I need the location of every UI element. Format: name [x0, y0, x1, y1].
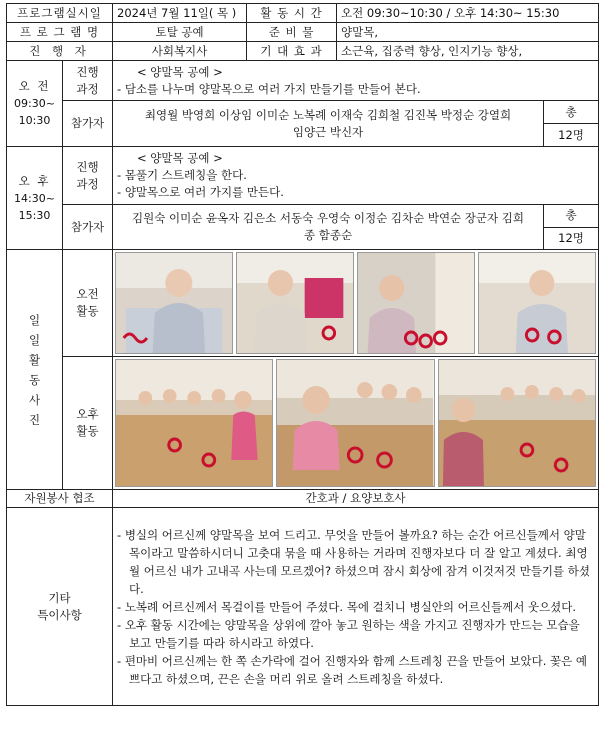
- morning-participants-label: 참가자: [63, 101, 113, 147]
- morning-process-title: < 양말목 공예 >: [137, 64, 223, 79]
- afternoon-photo-3: [438, 359, 596, 487]
- program-value: 토탈 공예: [113, 23, 247, 42]
- prep-label: 준 비 물: [247, 23, 337, 42]
- afternoon-total-value: 12명: [558, 231, 584, 245]
- afternoon-process-line-1: - 몸풀기 스트레칭을 한다.: [117, 168, 247, 182]
- photos-label: 일 일 활 동 사 진: [7, 250, 63, 490]
- afternoon-total: [544, 205, 599, 250]
- prep-value: 양말목,: [337, 23, 599, 42]
- effect-value: 소근육, 집중력 향상, 인지기능 향상,: [337, 42, 599, 61]
- leader-value: 사회복지사: [113, 42, 247, 61]
- morning-photo-3: [357, 252, 475, 354]
- note-item-1: - 병실의 어르신께 양말목을 보여 드리고. 무엇을 만들어 볼까요? 하는 순간 어르신들께서 양말목이라고 말씀하시더니 고춧대 묶을 때 사용하는 거라며 진행자보다 더 잘 알고 계셨다. 최영월 어르신 내가 고내곡 사는데 모르겠어? 하셨으며 잠시 회상에 잠겨 이것저것 만들기를 하셨다.: [117, 527, 591, 596]
- morning-total-value: 12명: [558, 128, 584, 142]
- activity-report-table: [6, 3, 599, 706]
- morning-photo-1: [115, 252, 233, 354]
- morning-photo-2: [236, 252, 354, 354]
- leader-label: 진 행 자: [7, 42, 113, 61]
- morning-photos-label: 오전 활동: [63, 250, 113, 357]
- afternoon-photo-1: [115, 359, 273, 487]
- afternoon-process-label: 진행 과정: [63, 147, 113, 205]
- volunteer-value: 간호과 / 요양보호사: [113, 490, 599, 508]
- afternoon-time: 14:30~ 15:30: [14, 191, 55, 222]
- afternoon-photo-2: [276, 359, 434, 487]
- date-label: 프로그램실시일: [7, 4, 113, 23]
- afternoon-block: [7, 147, 63, 250]
- afternoon-participants-label: 참가자: [63, 205, 113, 250]
- afternoon-label: 오 후: [18, 173, 51, 188]
- note-item-3: - 오후 활동 시간에는 양말목을 상위에 깔아 놓고 원하는 색을 가지고 진행자가 만드는 모습을 보고 만들기를 따라 하시라고 하였다.: [117, 617, 580, 650]
- program-label: 프 로 그 램 명: [7, 23, 113, 42]
- morning-participants: 최영월 박영희 이상임 이미순 노복례 이재숙 김희철 김진복 박정순 강열희 임양근 박신자: [113, 101, 544, 147]
- time-label: 활 동 시 간: [247, 4, 337, 23]
- morning-process-line: - 담소를 나누며 양말목으로 여러 가지 만들기를 만들어 본다.: [117, 81, 421, 96]
- afternoon-process: [113, 147, 599, 205]
- morning-process-label: 진행 과정: [63, 61, 113, 101]
- afternoon-participants: 김원숙 이미순 윤옥자 김은소 서동숙 우영숙 이정순 김차순 박연순 장군자 김희종 함종순: [113, 205, 544, 250]
- afternoon-photos-label: 오후 활동: [63, 357, 113, 490]
- notes-content: [113, 508, 599, 706]
- afternoon-process-title: < 양말목 공예 >: [137, 151, 223, 165]
- note-item-4: - 편마비 어르신께는 한 쪽 손가락에 걸어 진행자와 함께 스트레칭 끈을 만들어 보았다. 꽃은 예쁘다고 하셨으며, 끈은 손을 머리 위로 올려 스트레칭을 하셨다.: [117, 653, 588, 686]
- morning-process: [113, 61, 599, 101]
- date-value: 2024년 7월 11일( 목 ): [113, 4, 247, 23]
- afternoon-photos: [113, 357, 599, 490]
- volunteer-label: 자원봉사 협조: [7, 490, 113, 508]
- morning-time: 09:30~ 10:30: [14, 97, 55, 127]
- morning-total: [544, 101, 599, 147]
- afternoon-total-label: 총: [544, 205, 598, 228]
- effect-label: 기 대 효 과: [247, 42, 337, 61]
- morning-photo-4: [478, 252, 596, 354]
- afternoon-process-line-2: - 양말목으로 여러 가지를 만든다.: [117, 185, 284, 199]
- morning-photos: [113, 250, 599, 357]
- morning-label: 오 전: [18, 79, 51, 93]
- time-value: 오전 09:30~10:30 / 오후 14:30~ 15:30: [337, 4, 599, 23]
- note-item-2: - 노복례 어르신께서 목걸이를 만들어 주셨다. 목에 걸치니 병실안의 어르신들께서 웃으셨다.: [117, 599, 577, 614]
- notes-label: 기타 특이사항: [7, 508, 113, 706]
- morning-block: [7, 61, 63, 147]
- morning-total-label: 총: [544, 101, 598, 124]
